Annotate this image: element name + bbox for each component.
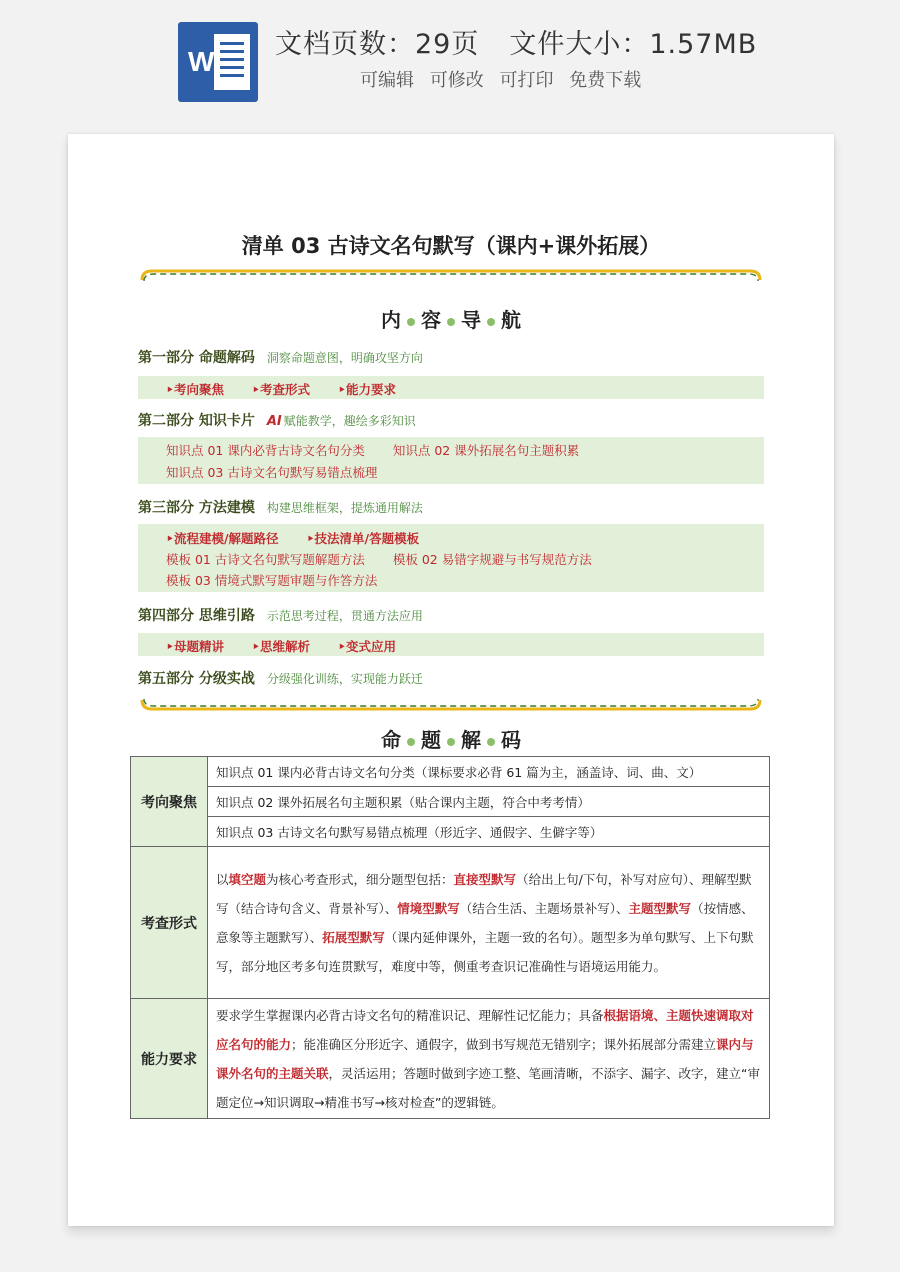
part-5: 第五部分 分级实战 分级强化训练，实现能力跃迁 [138,671,423,687]
nav-heading: 内 容 导 航 [381,308,521,332]
feature-item: 可编辑 [360,70,414,91]
decode-heading: 命 题 解 码 [381,728,521,752]
feature-item: 可修改 [429,70,484,91]
table-cell: 知识点 02 课外拓展名句主题积累（贴合课内主题，符合中考考情） [208,787,770,817]
part-4: 第四部分 思维引路 示范思考过程，贯通方法应用 [138,608,423,624]
page-count: 文档页数：29页 [275,29,480,60]
part-1: 第一部分 命题解码 洞察命题意图，明确攻坚方向 [138,350,423,366]
divider-bottom [138,698,764,712]
decode-table [130,756,770,1119]
table-cell-ability: 要求学生掌握课内必背古诗文名句的精准识记、理解性记忆能力；具备根据语境、主题快速调取对应名句的能力；能准确区分形近字、通假字，做到书写规范无错别字；课外拓展部分需建立课内与课外名句的主题关联，灵活运用；答题时做到字迹工整、笔画清晰，不添字、漏字、改字，建立“审题定位→知识调取→精准书写→核对检查”的逻辑链。 [208,999,770,1119]
header-banner [0,0,900,118]
divider-top [138,268,764,282]
part-2: 第二部分 知识卡片 AI 赋能教学，趣绘多彩知识 [138,413,416,429]
ai-badge: AI [266,414,282,429]
band-part-3: ‣流程建模/解题路径 ‣技法清单/答题模板 模板 01 古诗文名句默写题解题方法 模板 02 易错字规避与书写规范方法 模板 03 情境式默写题审题与作答方法 [138,524,764,592]
document-page [68,134,834,1226]
part-3: 第三部分 方法建模 构建思维框架，提炼通用解法 [138,500,423,516]
table-cell-form: 以填空题为核心考查形式，细分题型包括：直接型默写（给出上句/下句，补写对应句）、理解型默写（结合诗句含义、背景补写）、情境型默写（结合生活、主题场景补写）、主题型默写（按情感、意象等主题默写）、拓展型默写（课内延伸课外，主题一致的名句）。题型多为单句默写、上下句默写，部分地区考多句连贯默写，难度中等，侧重考查识记准确性与语境运用能力。 [208,847,770,999]
row-head-focus: 考向聚焦 [131,757,208,847]
file-size: 文件大小：1.57MB [509,29,758,60]
band-part-2: 知识点 01 课内必背古诗文名句分类 知识点 02 课外拓展名句主题积累 知识点 03 古诗文名句默写易错点梳理 [138,437,764,484]
table-cell: 知识点 01 课内必背古诗文名句分类（课标要求必背 61 篇为主，涵盖诗、词、曲、文） [208,757,770,787]
feature-list [360,66,651,92]
row-head-form: 考查形式 [131,847,208,999]
row-head-ability: 能力要求 [131,999,208,1119]
table-cell: 知识点 03 古诗文名句默写易错点梳理（形近字、通假字、生僻字等） [208,817,770,847]
band-part-4: ‣母题精讲 ‣思维解析 ‣变式应用 [138,633,764,656]
doc-title: 清单 03 古诗文名句默写（课内+课外拓展） [241,234,661,258]
band-part-1: ‣考向聚焦 ‣考查形式 ‣能力要求 [138,376,764,399]
feature-item: 免费下载 [569,70,642,91]
feature-item: 可打印 [499,70,554,91]
file-stats [275,22,757,61]
word-icon: W [178,22,258,102]
